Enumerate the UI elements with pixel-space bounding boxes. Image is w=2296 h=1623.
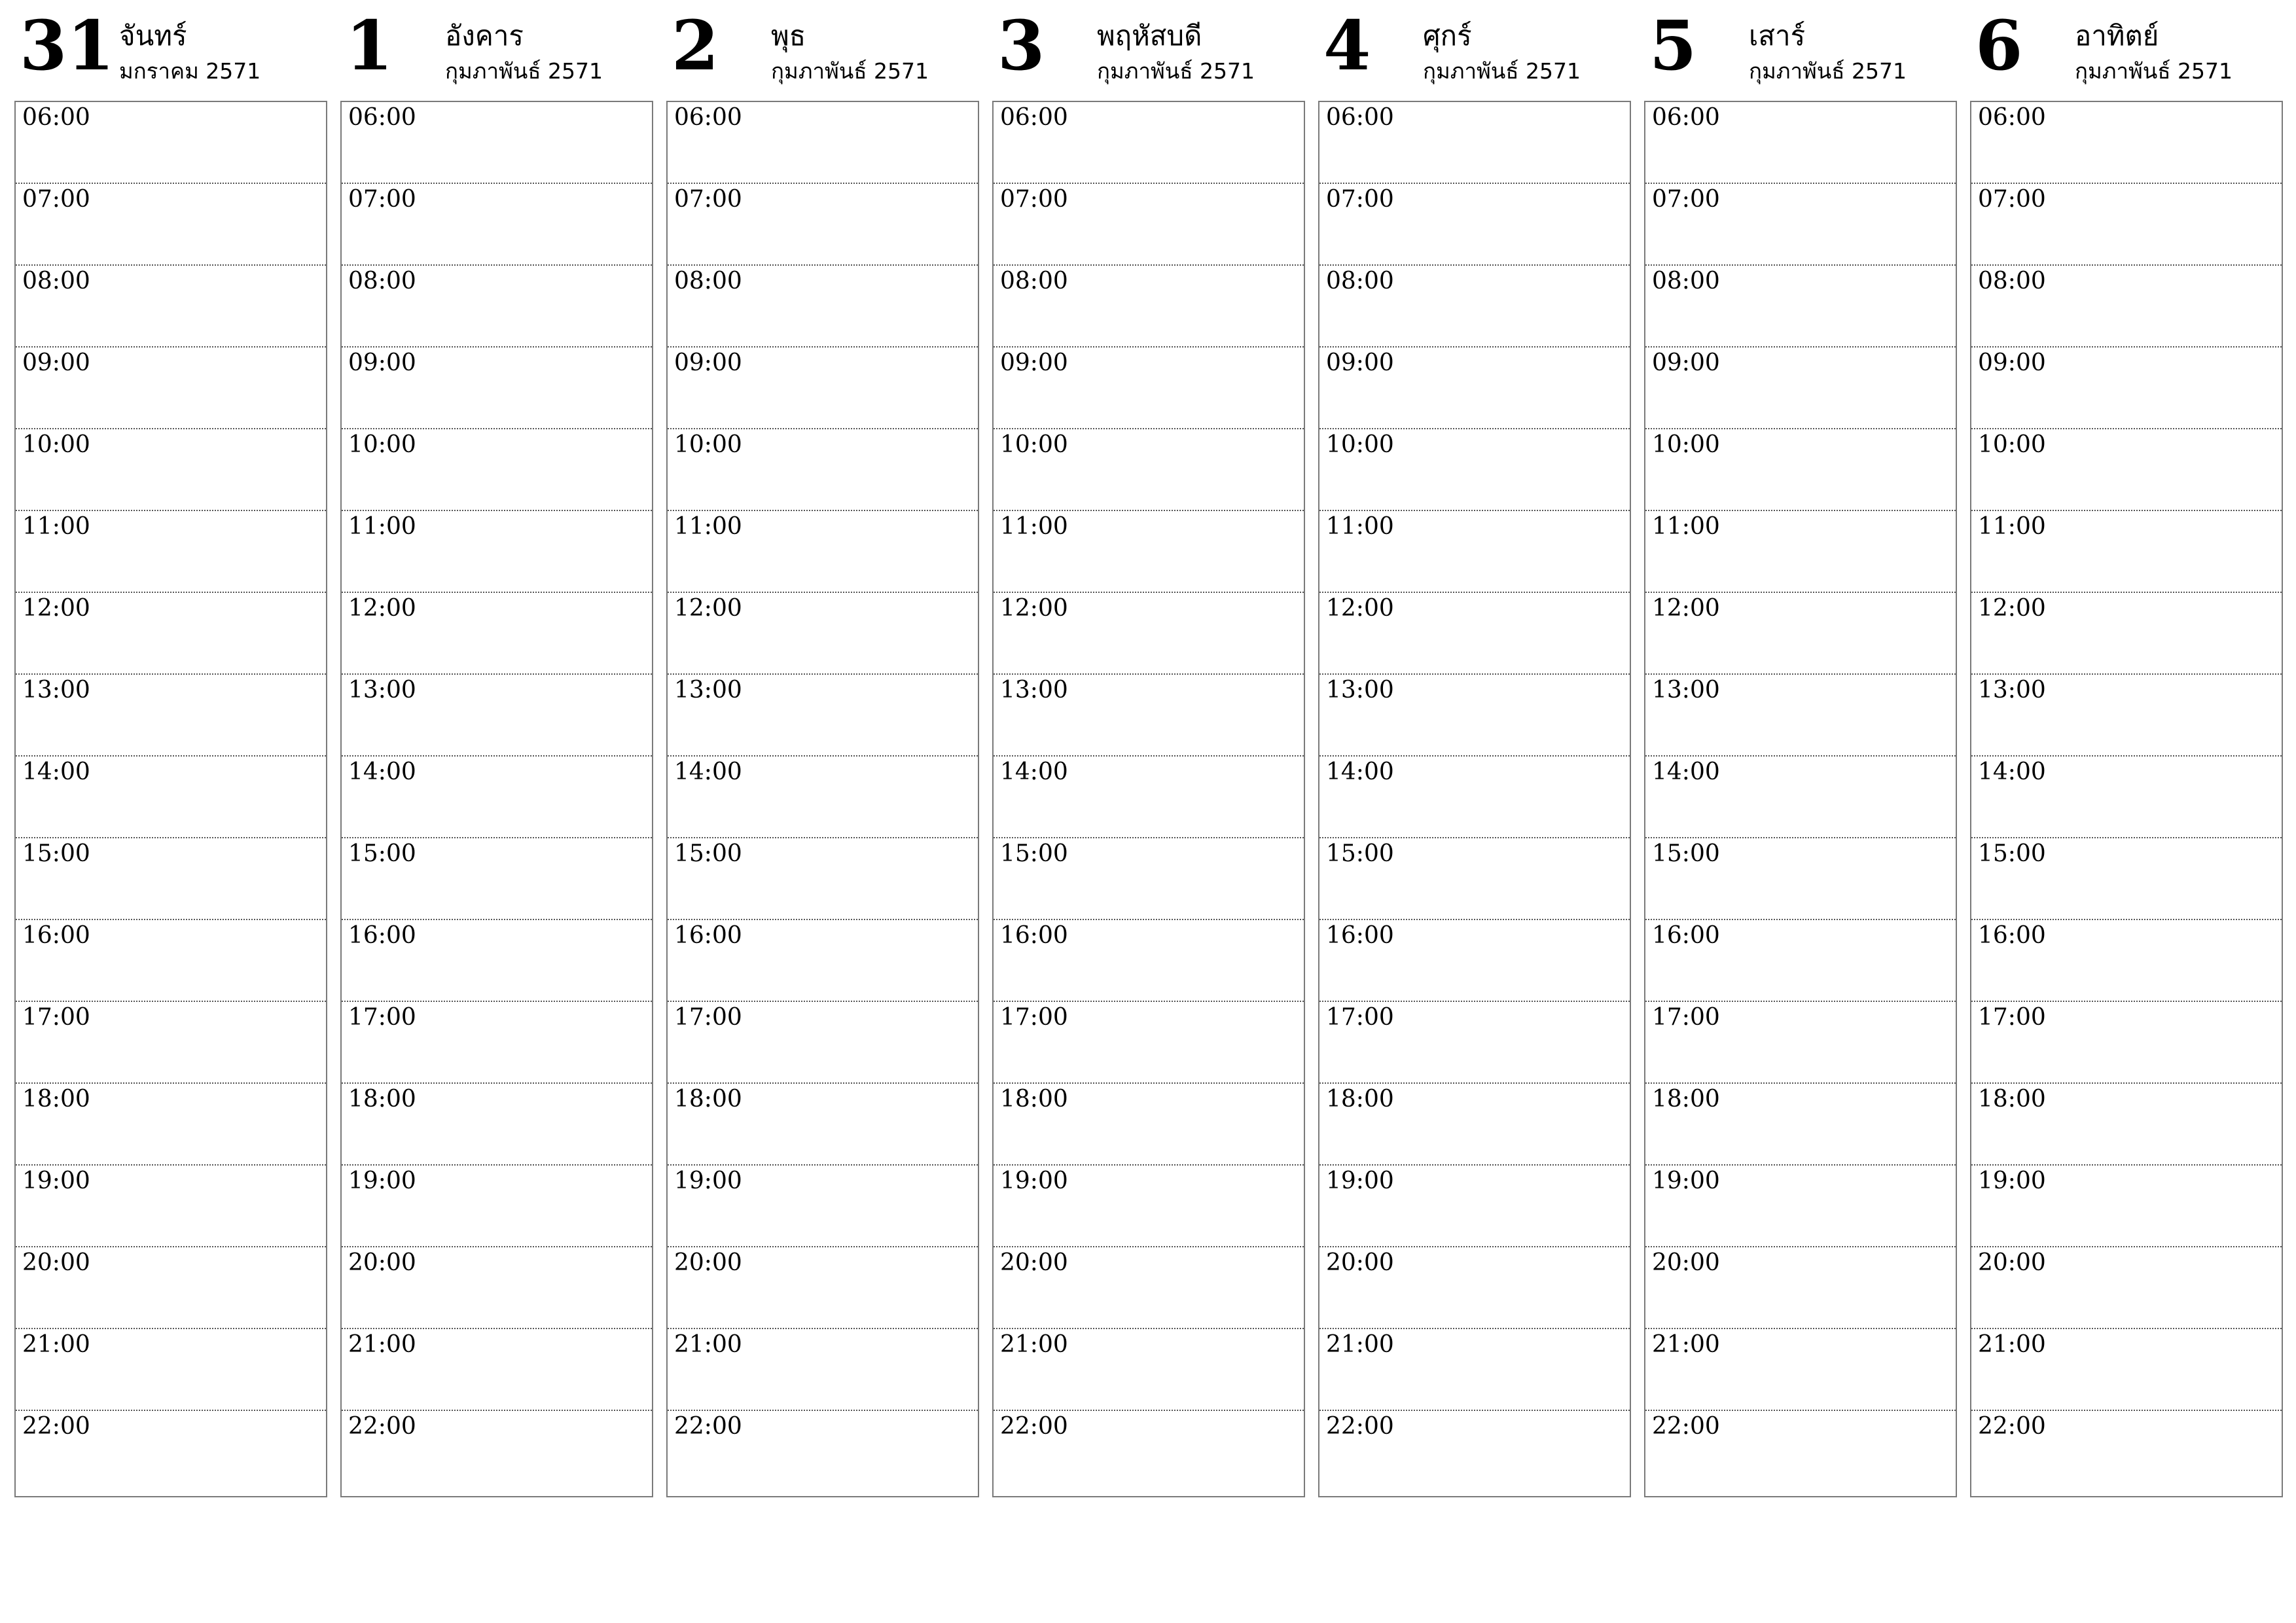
time-label: 16:00: [1652, 922, 1720, 949]
time-label: 08:00: [1652, 268, 1720, 294]
time-label: 17:00: [1000, 1004, 1068, 1031]
time-label: 14:00: [1978, 758, 2046, 785]
time-slot[interactable]: [342, 1247, 652, 1329]
time-slot[interactable]: [342, 920, 652, 1002]
time-slot[interactable]: [668, 593, 978, 675]
time-label: 10:00: [22, 431, 90, 458]
time-slot[interactable]: [1645, 266, 1956, 348]
time-label: 07:00: [22, 186, 90, 213]
time-label: 19:00: [1326, 1168, 1394, 1194]
time-slot[interactable]: [1645, 184, 1956, 266]
time-label: 11:00: [348, 513, 416, 540]
time-slot[interactable]: [1319, 1247, 1630, 1329]
time-label: 13:00: [1978, 677, 2046, 704]
time-slot[interactable]: [342, 675, 652, 757]
time-label: 22:00: [1000, 1413, 1068, 1440]
time-slot[interactable]: [1971, 675, 2282, 757]
day-name: พฤหัสบดี: [1097, 20, 1202, 52]
time-slot[interactable]: [1971, 838, 2282, 920]
time-label: 15:00: [1978, 840, 2046, 867]
time-slot[interactable]: [1971, 1002, 2282, 1084]
time-slot[interactable]: [16, 1329, 326, 1411]
time-slot[interactable]: [342, 1084, 652, 1166]
day-schedule-box: [1318, 101, 1631, 1497]
time-slot[interactable]: [1971, 1166, 2282, 1247]
day-schedule-box: [340, 101, 653, 1497]
time-slot[interactable]: [1319, 1411, 1630, 1493]
time-slot[interactable]: [16, 429, 326, 511]
time-label: 12:00: [1652, 595, 1720, 622]
time-label: 15:00: [1000, 840, 1068, 867]
time-slot[interactable]: [994, 266, 1304, 348]
time-label: 20:00: [1326, 1249, 1394, 1276]
time-label: 12:00: [348, 595, 416, 622]
day-column: [340, 0, 653, 1440]
time-label: 20:00: [1000, 1249, 1068, 1276]
time-slot[interactable]: [1319, 675, 1630, 757]
day-name: เสาร์: [1749, 20, 1806, 52]
time-slot[interactable]: [16, 1247, 326, 1329]
time-slot[interactable]: [16, 1002, 326, 1084]
time-slot[interactable]: [1645, 675, 1956, 757]
time-label: 13:00: [674, 677, 742, 704]
time-label: 20:00: [1652, 1249, 1720, 1276]
day-column: [1644, 0, 1957, 1440]
time-label: 13:00: [348, 677, 416, 704]
time-slot[interactable]: [342, 1002, 652, 1084]
time-label: 19:00: [1652, 1168, 1720, 1194]
time-slot[interactable]: [994, 102, 1304, 184]
time-label: 07:00: [1326, 186, 1394, 213]
time-label: 09:00: [1000, 349, 1068, 376]
time-label: 11:00: [1326, 513, 1394, 540]
time-label: 09:00: [1978, 349, 2046, 376]
day-schedule-box: [992, 101, 1305, 1497]
time-slot[interactable]: [1971, 593, 2282, 675]
time-slot[interactable]: [1319, 266, 1630, 348]
time-slot[interactable]: [16, 511, 326, 593]
time-label: 14:00: [674, 758, 742, 785]
time-label: 17:00: [1978, 1004, 2046, 1031]
day-column: [1970, 0, 2283, 1440]
time-slot[interactable]: [994, 184, 1304, 266]
time-label: 10:00: [1978, 431, 2046, 458]
time-slot[interactable]: [994, 675, 1304, 757]
day-number: 4: [1323, 5, 1371, 86]
time-slot[interactable]: [342, 1166, 652, 1247]
time-label: 06:00: [674, 104, 742, 131]
time-label: 08:00: [1000, 268, 1068, 294]
time-label: 13:00: [22, 677, 90, 704]
time-slot[interactable]: [342, 1329, 652, 1411]
time-label: 16:00: [1978, 922, 2046, 949]
time-slot[interactable]: [1645, 757, 1956, 838]
time-slot[interactable]: [1645, 1084, 1956, 1166]
day-header: [1318, 0, 1631, 99]
time-slot[interactable]: [1971, 184, 2282, 266]
time-slot[interactable]: [1645, 838, 1956, 920]
time-label: 22:00: [1978, 1413, 2046, 1440]
time-slot[interactable]: [668, 102, 978, 184]
time-slot[interactable]: [1971, 1084, 2282, 1166]
time-label: 08:00: [22, 268, 90, 294]
time-label: 11:00: [22, 513, 90, 540]
time-label: 20:00: [348, 1249, 416, 1276]
time-slot[interactable]: [16, 102, 326, 184]
time-slot[interactable]: [994, 757, 1304, 838]
time-label: 12:00: [1978, 595, 2046, 622]
time-label: 08:00: [1326, 268, 1394, 294]
time-slot[interactable]: [668, 1084, 978, 1166]
time-slot[interactable]: [16, 1411, 326, 1493]
time-label: 09:00: [22, 349, 90, 376]
day-month-year: กุมภาพันธ์ 2571: [1749, 58, 1907, 84]
day-header: [340, 0, 653, 99]
day-header: [666, 0, 979, 99]
time-slot[interactable]: [1319, 184, 1630, 266]
time-slot[interactable]: [994, 593, 1304, 675]
time-slot[interactable]: [1645, 593, 1956, 675]
time-label: 07:00: [674, 186, 742, 213]
time-slot[interactable]: [16, 1084, 326, 1166]
time-slot[interactable]: [16, 1166, 326, 1247]
time-label: 20:00: [1978, 1249, 2046, 1276]
time-label: 11:00: [1652, 513, 1720, 540]
time-label: 07:00: [1000, 186, 1068, 213]
time-slot[interactable]: [1645, 348, 1956, 429]
time-slot[interactable]: [16, 838, 326, 920]
time-slot[interactable]: [1319, 102, 1630, 184]
time-label: 06:00: [1978, 104, 2046, 131]
time-slot[interactable]: [1971, 429, 2282, 511]
time-slot[interactable]: [1971, 757, 2282, 838]
time-label: 06:00: [1000, 104, 1068, 131]
time-label: 22:00: [348, 1413, 416, 1440]
time-slot[interactable]: [994, 1002, 1304, 1084]
time-label: 15:00: [22, 840, 90, 867]
time-slot[interactable]: [342, 593, 652, 675]
time-label: 18:00: [1978, 1086, 2046, 1113]
day-month-year: กุมภาพันธ์ 2571: [1423, 58, 1581, 84]
day-schedule-box: [1970, 101, 2283, 1497]
time-label: 09:00: [348, 349, 416, 376]
day-name: อังคาร: [445, 20, 524, 52]
time-slot[interactable]: [1971, 1411, 2282, 1493]
time-slot[interactable]: [668, 429, 978, 511]
time-slot[interactable]: [16, 920, 326, 1002]
time-slot[interactable]: [668, 1411, 978, 1493]
time-label: 12:00: [1000, 595, 1068, 622]
time-label: 16:00: [1000, 922, 1068, 949]
time-label: 10:00: [1000, 431, 1068, 458]
time-label: 17:00: [1326, 1004, 1394, 1031]
time-label: 21:00: [1652, 1331, 1720, 1358]
day-schedule-box: [1644, 101, 1957, 1497]
time-slot[interactable]: [668, 266, 978, 348]
time-slot[interactable]: [668, 920, 978, 1002]
time-label: 12:00: [22, 595, 90, 622]
time-label: 21:00: [348, 1331, 416, 1358]
time-slot[interactable]: [668, 757, 978, 838]
time-label: 06:00: [348, 104, 416, 131]
time-label: 17:00: [22, 1004, 90, 1031]
time-slot[interactable]: [16, 757, 326, 838]
time-label: 12:00: [1326, 595, 1394, 622]
time-label: 17:00: [674, 1004, 742, 1031]
time-label: 18:00: [674, 1086, 742, 1113]
day-month-year: กุมภาพันธ์ 2571: [445, 58, 603, 84]
time-label: 10:00: [674, 431, 742, 458]
time-label: 22:00: [674, 1413, 742, 1440]
time-slot[interactable]: [1645, 511, 1956, 593]
time-label: 08:00: [674, 268, 742, 294]
time-slot[interactable]: [994, 1247, 1304, 1329]
time-slot[interactable]: [1319, 1002, 1630, 1084]
time-slot[interactable]: [342, 348, 652, 429]
time-label: 16:00: [674, 922, 742, 949]
day-name: อาทิตย์: [2075, 20, 2159, 52]
time-slot[interactable]: [16, 266, 326, 348]
time-slot[interactable]: [1319, 757, 1630, 838]
time-label: 09:00: [674, 349, 742, 376]
time-slot[interactable]: [1971, 102, 2282, 184]
time-label: 14:00: [348, 758, 416, 785]
day-number: 1: [346, 5, 393, 86]
day-number: 2: [672, 5, 719, 86]
day-name: พุธ: [771, 20, 806, 52]
time-label: 08:00: [348, 268, 416, 294]
time-slot[interactable]: [342, 102, 652, 184]
time-label: 06:00: [1652, 104, 1720, 131]
day-number: 31: [20, 5, 115, 86]
time-label: 21:00: [22, 1331, 90, 1358]
time-label: 19:00: [348, 1168, 416, 1194]
day-column: [992, 0, 1305, 1440]
time-label: 15:00: [348, 840, 416, 867]
time-slot[interactable]: [342, 429, 652, 511]
time-slot[interactable]: [1319, 593, 1630, 675]
time-label: 10:00: [1326, 431, 1394, 458]
time-label: 20:00: [674, 1249, 742, 1276]
day-header: [1644, 0, 1957, 99]
time-label: 11:00: [1978, 513, 2046, 540]
day-schedule-box: [666, 101, 979, 1497]
time-label: 19:00: [1978, 1168, 2046, 1194]
time-slot[interactable]: [1319, 1084, 1630, 1166]
time-slot[interactable]: [1645, 1002, 1956, 1084]
time-label: 19:00: [22, 1168, 90, 1194]
time-label: 10:00: [1652, 431, 1720, 458]
day-month-year: กุมภาพันธ์ 2571: [1097, 58, 1255, 84]
day-month-year: มกราคม 2571: [119, 58, 261, 84]
time-slot[interactable]: [1971, 1329, 2282, 1411]
time-label: 12:00: [674, 595, 742, 622]
time-label: 09:00: [1652, 349, 1720, 376]
time-label: 06:00: [1326, 104, 1394, 131]
day-number: 5: [1649, 5, 1697, 86]
time-label: 13:00: [1000, 677, 1068, 704]
time-slot[interactable]: [1645, 102, 1956, 184]
time-label: 21:00: [1326, 1331, 1394, 1358]
day-column: [1318, 0, 1631, 1440]
time-slot[interactable]: [1645, 429, 1956, 511]
time-slot[interactable]: [1971, 266, 2282, 348]
time-label: 17:00: [348, 1004, 416, 1031]
time-label: 15:00: [1326, 840, 1394, 867]
time-slot[interactable]: [1645, 1247, 1956, 1329]
day-name: จันทร์: [119, 20, 187, 52]
day-header: [992, 0, 1305, 99]
time-label: 22:00: [22, 1413, 90, 1440]
time-slot[interactable]: [1645, 920, 1956, 1002]
time-label: 13:00: [1326, 677, 1394, 704]
time-label: 14:00: [1652, 758, 1720, 785]
time-label: 21:00: [674, 1331, 742, 1358]
time-slot[interactable]: [1319, 348, 1630, 429]
time-slot[interactable]: [668, 511, 978, 593]
time-label: 15:00: [674, 840, 742, 867]
time-slot[interactable]: [1319, 511, 1630, 593]
time-label: 07:00: [1652, 186, 1720, 213]
time-slot[interactable]: [342, 511, 652, 593]
time-label: 21:00: [1000, 1331, 1068, 1358]
time-label: 17:00: [1652, 1004, 1720, 1031]
time-slot[interactable]: [1319, 838, 1630, 920]
time-slot[interactable]: [668, 1166, 978, 1247]
time-label: 15:00: [1652, 840, 1720, 867]
time-slot[interactable]: [342, 838, 652, 920]
time-slot[interactable]: [994, 429, 1304, 511]
day-month-year: กุมภาพันธ์ 2571: [2075, 58, 2233, 84]
day-header: [14, 0, 327, 99]
time-slot[interactable]: [16, 184, 326, 266]
time-label: 14:00: [22, 758, 90, 785]
time-slot[interactable]: [1645, 1411, 1956, 1493]
time-slot[interactable]: [994, 1166, 1304, 1247]
time-slot[interactable]: [1971, 920, 2282, 1002]
time-slot[interactable]: [342, 266, 652, 348]
time-slot[interactable]: [994, 920, 1304, 1002]
time-slot[interactable]: [1971, 348, 2282, 429]
time-slot[interactable]: [1645, 1166, 1956, 1247]
time-slot[interactable]: [342, 1411, 652, 1493]
time-slot[interactable]: [668, 348, 978, 429]
time-slot[interactable]: [1319, 920, 1630, 1002]
time-slot[interactable]: [16, 675, 326, 757]
time-label: 22:00: [1326, 1413, 1394, 1440]
time-label: 18:00: [1000, 1086, 1068, 1113]
time-slot[interactable]: [1319, 1329, 1630, 1411]
day-name: ศุกร์: [1423, 20, 1472, 52]
time-label: 19:00: [1000, 1168, 1068, 1194]
time-slot[interactable]: [342, 184, 652, 266]
time-slot[interactable]: [16, 348, 326, 429]
time-slot[interactable]: [1971, 1247, 2282, 1329]
time-slot[interactable]: [668, 1002, 978, 1084]
time-slot[interactable]: [994, 838, 1304, 920]
time-slot[interactable]: [994, 1411, 1304, 1493]
time-slot[interactable]: [994, 1329, 1304, 1411]
time-label: 18:00: [348, 1086, 416, 1113]
time-label: 07:00: [348, 186, 416, 213]
time-label: 06:00: [22, 104, 90, 131]
time-label: 07:00: [1978, 186, 2046, 213]
time-label: 16:00: [22, 922, 90, 949]
time-label: 18:00: [1326, 1086, 1394, 1113]
time-label: 08:00: [1978, 268, 2046, 294]
time-label: 21:00: [1978, 1331, 2046, 1358]
time-slot[interactable]: [1319, 429, 1630, 511]
time-label: 19:00: [674, 1168, 742, 1194]
time-slot[interactable]: [668, 838, 978, 920]
time-slot[interactable]: [1645, 1329, 1956, 1411]
time-label: 14:00: [1000, 758, 1068, 785]
day-column: [666, 0, 979, 1440]
time-label: 09:00: [1326, 349, 1394, 376]
time-slot[interactable]: [668, 1247, 978, 1329]
time-slot[interactable]: [994, 1084, 1304, 1166]
time-label: 10:00: [348, 431, 416, 458]
day-number: 6: [1975, 5, 2023, 86]
time-label: 13:00: [1652, 677, 1720, 704]
day-header: [1970, 0, 2283, 99]
day-schedule-box: [14, 101, 327, 1497]
time-slot[interactable]: [668, 1329, 978, 1411]
time-label: 18:00: [22, 1086, 90, 1113]
time-slot[interactable]: [994, 511, 1304, 593]
time-label: 14:00: [1326, 758, 1394, 785]
time-label: 20:00: [22, 1249, 90, 1276]
time-slot[interactable]: [1319, 1166, 1630, 1247]
time-label: 11:00: [674, 513, 742, 540]
time-slot[interactable]: [994, 348, 1304, 429]
day-number: 3: [997, 5, 1045, 86]
time-slot[interactable]: [1971, 511, 2282, 593]
time-slot[interactable]: [668, 184, 978, 266]
time-label: 18:00: [1652, 1086, 1720, 1113]
time-slot[interactable]: [342, 757, 652, 838]
time-label: 16:00: [348, 922, 416, 949]
time-slot[interactable]: [668, 675, 978, 757]
time-label: 22:00: [1652, 1413, 1720, 1440]
time-slot[interactable]: [16, 593, 326, 675]
time-label: 11:00: [1000, 513, 1068, 540]
time-label: 16:00: [1326, 922, 1394, 949]
day-column: [14, 0, 327, 1440]
day-month-year: กุมภาพันธ์ 2571: [771, 58, 929, 84]
